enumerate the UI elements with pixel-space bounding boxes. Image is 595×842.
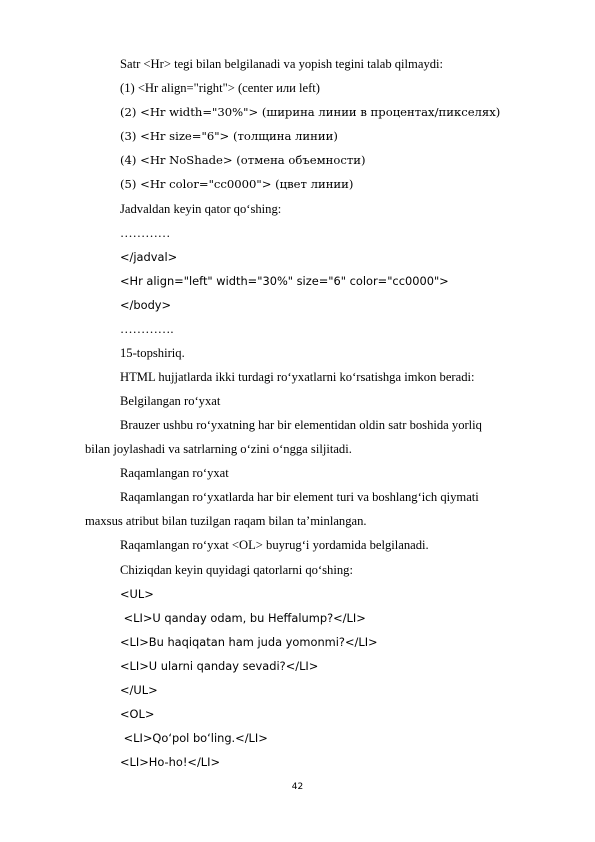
text-line: …………. [120, 322, 174, 336]
text-line: (5) <Hr color="cc0000"> (цвет линии) [120, 177, 354, 191]
text-line: Jadvaldan keyin qator qo‘shing: [120, 202, 282, 216]
text-line: </body> [120, 298, 172, 312]
text-line: <LI>Qo‘pol bo‘ling.</LI> [120, 731, 268, 745]
text-line: maxsus atribut bilan tuzilgan raqam bilan ta’minlangan. [85, 514, 367, 528]
text-line: (1) <Hr align="right"> (center или left) [120, 81, 320, 95]
text-line: Satr <Hr> tegi bilan belgilanadi va yopish tegini talab qilmaydi: [120, 57, 444, 71]
text-line: <OL> [120, 707, 155, 721]
text-line: ………… [120, 226, 171, 240]
text-line: </UL> [120, 683, 158, 697]
text-line: <UL> [120, 587, 154, 601]
text-line: (2) <Hr width="30%"> (ширина линии в процентах/пикселях) [120, 105, 501, 119]
text-line: <LI>Bu haqiqatan ham juda yomonmi?</LI> [120, 635, 378, 649]
text-line: HTML hujjatlarda ikki turdagi ro‘yxatlarni ko‘rsatishga imkon beradi: [120, 370, 475, 384]
text-line: Raqamlangan ro‘yxat [120, 466, 229, 480]
text-line: Raqamlangan ro‘yxat <OL> buyrug‘i yordamida belgilanadi. [120, 538, 429, 552]
text-line: Brauzer ushbu ro‘yxatning har bir elementidan oldin satr boshida yorliq [120, 418, 482, 432]
text-line: </jadval> [120, 250, 178, 264]
text-line: <LI>Ho-ho!</LI> [120, 755, 221, 769]
page-number: 42 [291, 782, 304, 792]
text-line: (3) <Hr size="6"> (толщина линии) [120, 129, 338, 143]
text-line: <Hr align="left" width="30%" size="6" color="cc0000"> [120, 274, 449, 288]
text-line: Raqamlangan ro‘yxatlarda har bir element turi va boshlang‘ich qiymati [120, 490, 479, 504]
text-line: Belgilangan ro‘yxat [120, 394, 221, 408]
text-line: 15-topshiriq. [120, 346, 185, 360]
text-line: Chiziqdan keyin quyidagi qatorlarni qo‘shing: [120, 563, 353, 577]
text-line: <LI>U ularni qanday sevadi?</LI> [120, 659, 319, 673]
text-line: <LI>U qanday odam, bu Heffalump?</LI> [120, 611, 366, 625]
text-line: (4) <Hr NoShade> (отмена объемности) [120, 153, 366, 167]
text-line: bilan joylashadi va satrlarning o‘zini o‘ngga siljitadi. [85, 442, 352, 456]
